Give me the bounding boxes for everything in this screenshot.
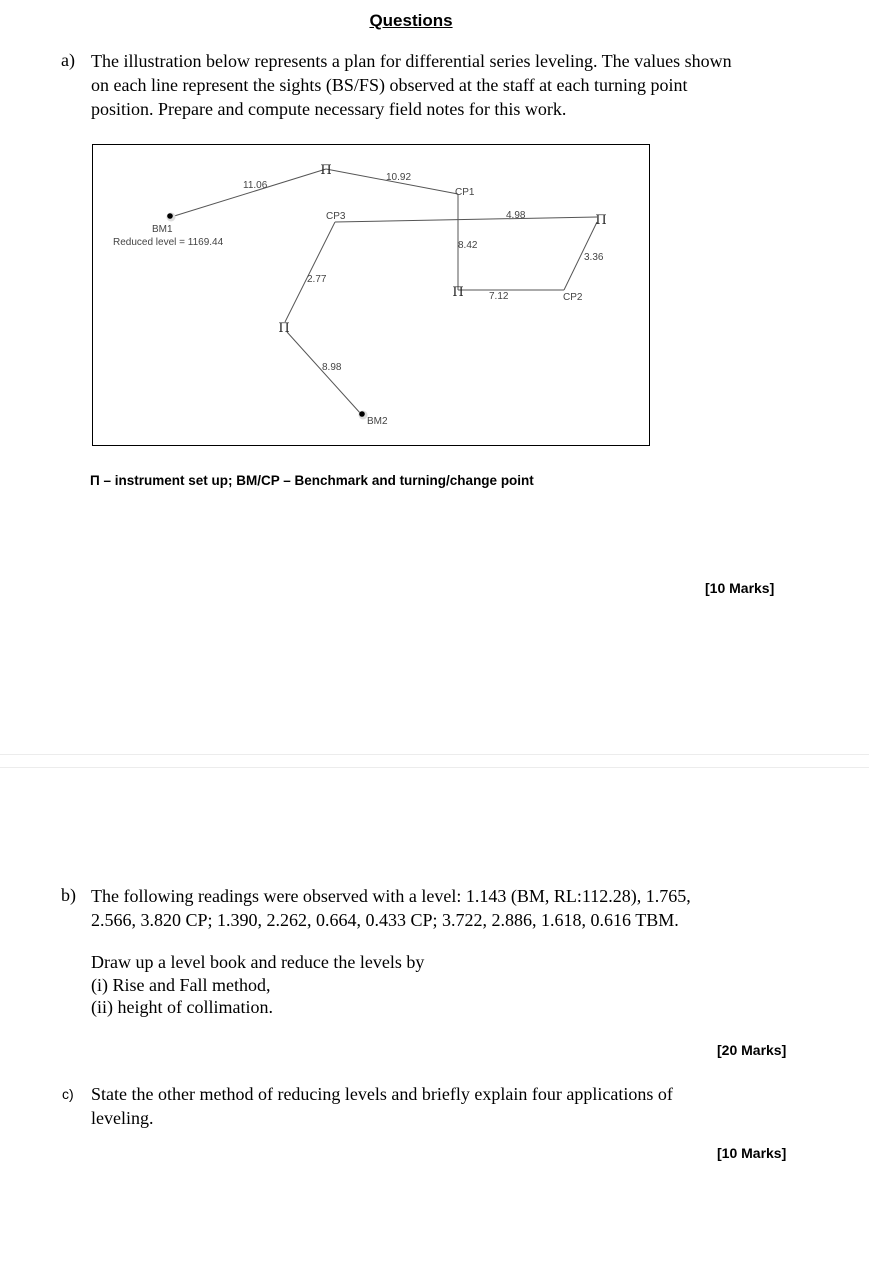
bm1-label: BM1 [152,224,173,235]
question-b-label: b) [61,885,76,905]
instruction-line: Draw up a level book and reduce the levels by [91,952,425,972]
sight-value: 8.98 [322,362,342,373]
question-b-instructions [91,951,811,1019]
sight-value: 8.42 [458,240,478,251]
bm2-point [359,411,365,417]
sight-value: 3.36 [584,252,604,263]
question-c-label: c) [62,1086,74,1102]
question-a-label: a) [61,50,75,70]
sight-value: 7.12 [489,291,509,302]
question-c-line: leveling. [91,1108,154,1128]
instruction-line: (i) Rise and Fall method, [91,974,271,995]
bm1-point [167,213,173,219]
cp1-label: CP1 [455,187,475,198]
instrument-setup-icon: Π [452,285,464,300]
bm2-label: BM2 [367,416,388,427]
question-b-line: The following readings were observed with a level: 1.143 (BM, RL:112.28), 1.765, [91,886,691,906]
question-b-text [91,884,811,932]
sight-value: 2.77 [307,274,327,285]
page-break-line [0,767,869,768]
instruction-line: (ii) height of collimation. [91,997,273,1017]
instrument-setup-icon: Π [278,321,290,336]
question-a-line: The illustration below represents a plan for differential series leveling. The values shown [91,51,732,71]
bm1-reduced-level: Reduced level = 1169.44 [113,237,224,248]
instrument-setup-icon: Π [595,213,607,228]
page-break-line [0,754,869,755]
instrument-setup-icon: Π [320,163,332,178]
cp2-label: CP2 [563,292,583,303]
question-b-line: 2.566, 3.820 CP; 1.390, 2.262, 0.664, 0.433 CP; 3.722, 2.886, 1.618, 0.616 TBM. [91,910,679,930]
sight-value: 4.98 [506,210,526,221]
leveling-plan-diagram [92,144,651,447]
question-c-text [91,1082,811,1130]
question-c-line: State the other method of reducing levels and briefly explain four applications of [91,1084,673,1104]
diagram-legend: Π – instrument set up; BM/CP – Benchmark and turning/change point [90,473,534,488]
question-a-line: on each line represent the sights (BS/FS) observed at the staff at each turning point [91,75,688,95]
question-a-marks: [10 Marks] [705,580,775,596]
cp3-label: CP3 [326,211,346,222]
sight-value: 10.92 [386,172,412,183]
question-c-marks: [10 Marks] [717,1145,787,1161]
page-heading: Questions [369,11,453,30]
question-b-marks: [20 Marks] [717,1042,787,1058]
question-a-text [91,49,811,121]
question-a-line: position. Prepare and compute necessary field notes for this work. [91,99,567,119]
sight-value: 11.06 [243,180,268,191]
